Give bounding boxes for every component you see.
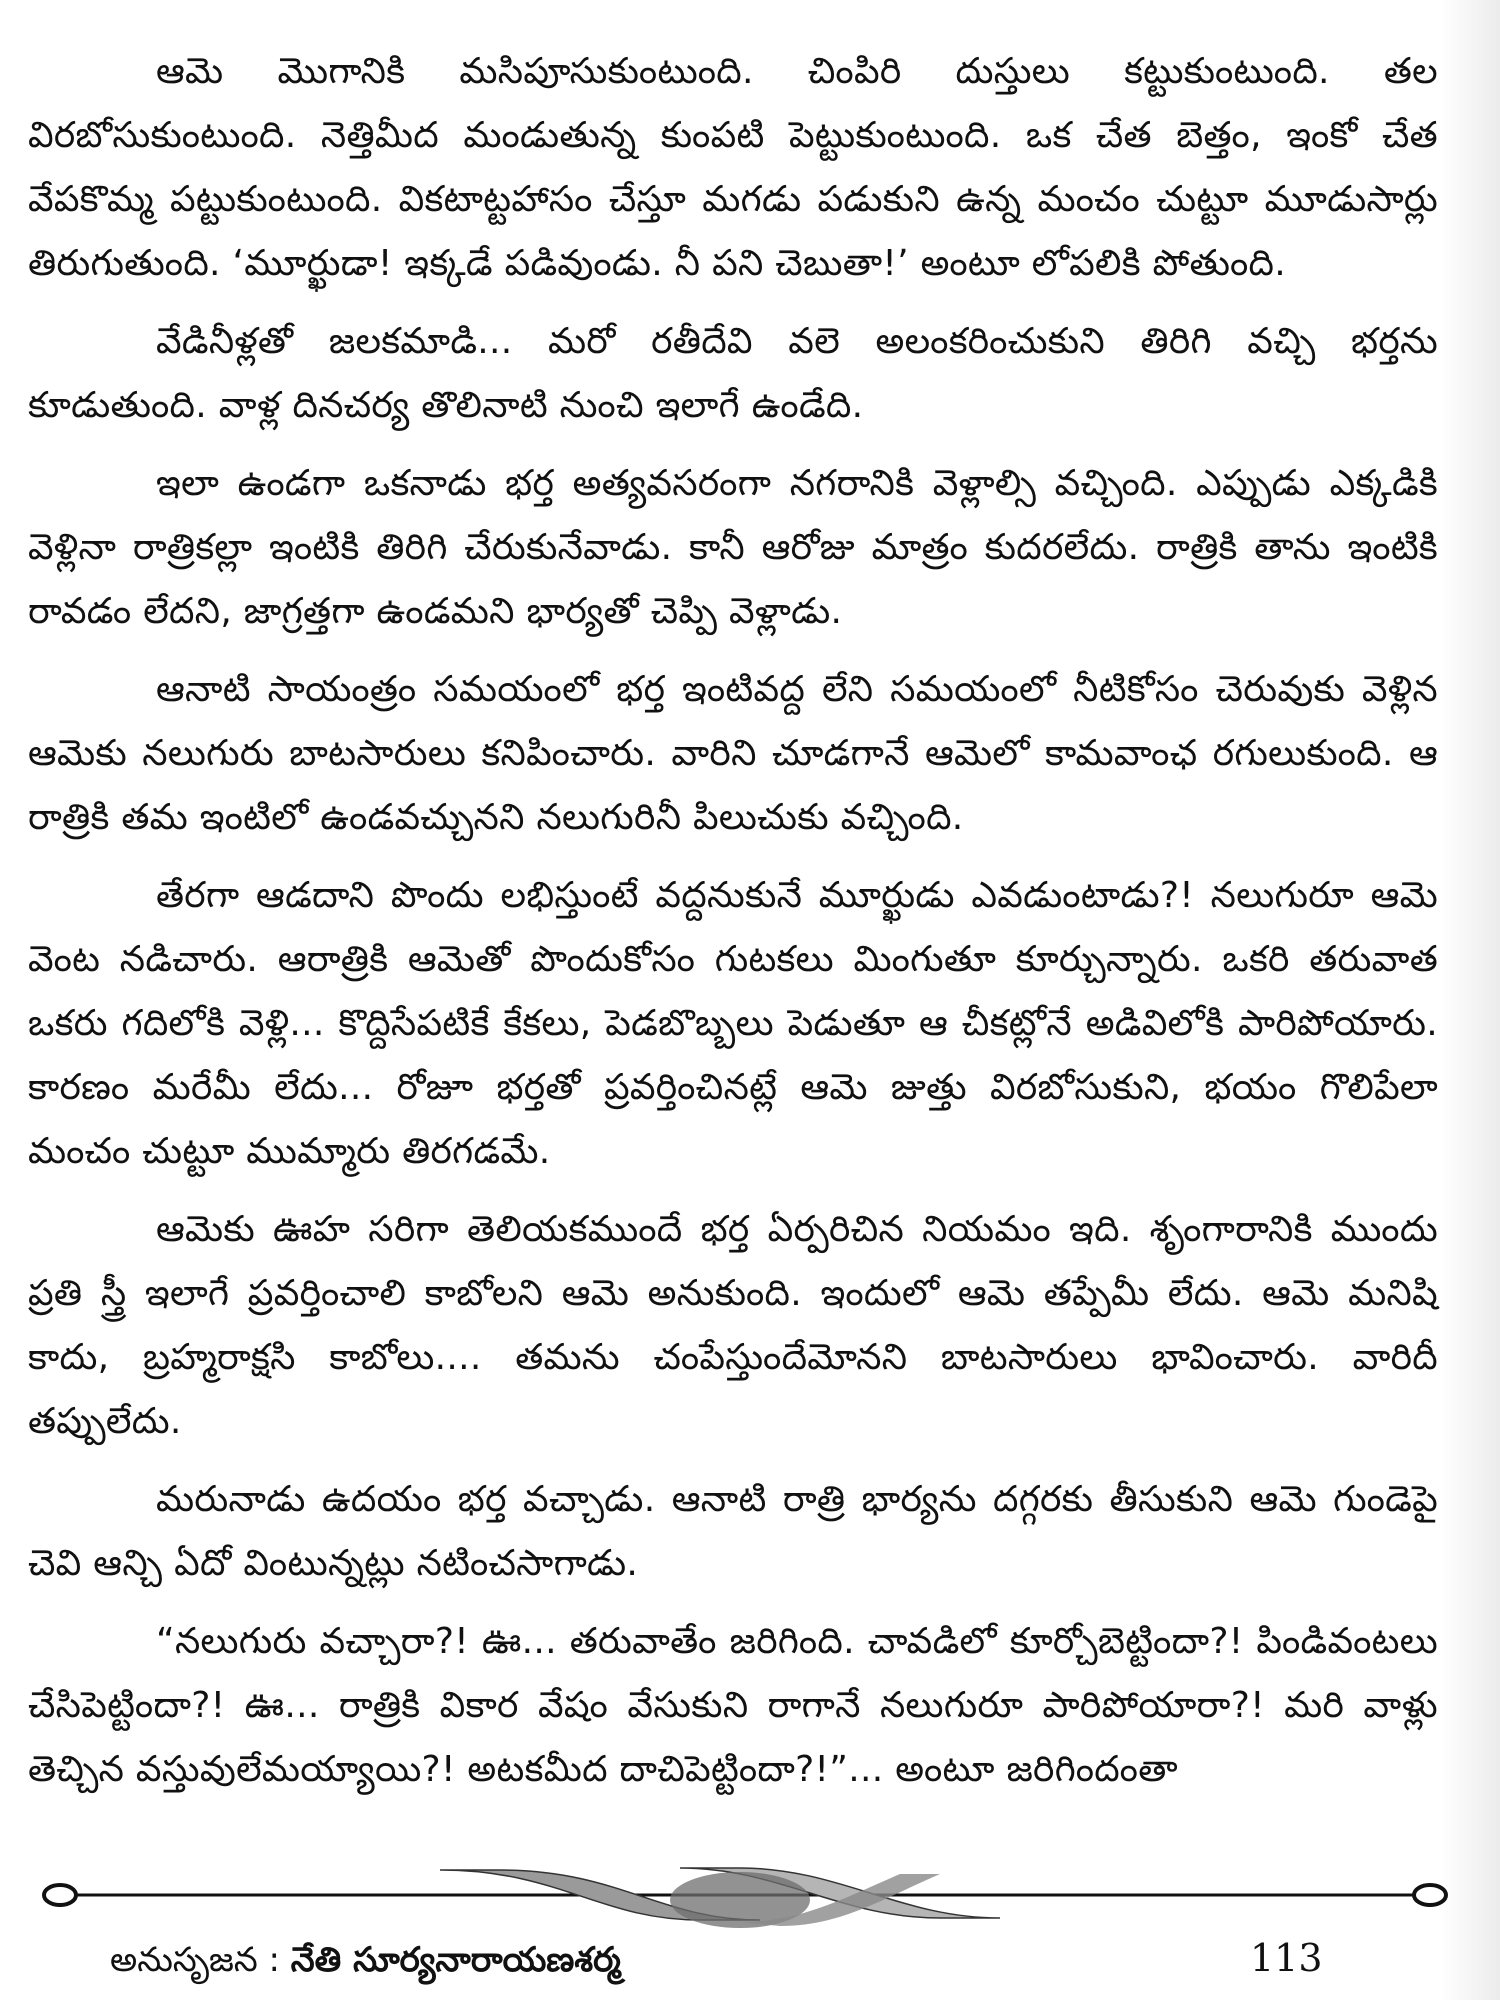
paragraph: ఇలా ఉండగా ఒకనాడు భర్త అత్యవసరంగా నగరానికి వెళ్లాల్సి వచ్చింది. ఎప్పుడు ఎక్కడికి వెళ్లినా రాత్రికల్లా ఇంటికి తిరిగి చేరుకునేవాడు. కానీ ఆరోజు మాత్రం కుదరలేదు. రాత్రికి తాను ఇంటికి రావడం లేదని, జాగ్రత్తగా ఉండమని భార్యతో చెప్పి వెళ్లాడు. <box>28 463 1438 632</box>
author-credit <box>110 1938 621 1982</box>
paragraph: ఆమెకు ఊహ సరిగా తెలియకముందే భర్త ఏర్పరిచిన నియమం ఇది. శృంగారానికి ముందు ప్రతి స్త్రీ ఇలాగే ప్రవర్తించాలి కాబోలని ఆమె అనుకుంది. ఇందులో ఆమె తప్పేమీ లేదు. ఆమె మనిషి కాదు, బ్రహ్మరాక్షసి కాబోలు.... తమను చంపేస్తుందేమోనని బాటసారులు భావించారు. వారిదీ తప్పులేదు. <box>28 1209 1438 1442</box>
page-footer <box>0 1860 1500 2000</box>
page-number: 113 <box>1250 1936 1323 1980</box>
page-gutter-shadow <box>1440 0 1500 2000</box>
paragraph: వేడినీళ్లతో జలకమాడి... మరో రతీదేవి వలె అలంకరించుకుని తిరిగి వచ్చి భర్తను కూడుతుంది. వాళ్ల దినచర్య తొలినాటి నుంచి ఇలాగే ఉండేది. <box>28 321 1438 426</box>
paragraph: “నలుగురు వచ్చారా?! ఊ... తరువాతేం జరిగింది. చావడిలో కూర్చోబెట్టిందా?! పిండివంటలు చేసిపెట్టిందా?! ఊ... రాత్రికి వికార వేషం వేసుకుని రాగానే నలుగురూ పారిపోయారా?! మరి వాళ్లు తెచ్చిన వస్తువులేమయ్యాయి?! అటకమీద దాచిపెట్టిందా?!”... అంటూ జరిగిందంతా <box>28 1621 1438 1790</box>
footer-ornament-divider <box>40 1860 1450 1930</box>
credit-label: అనుసృజన : <box>110 1940 291 1980</box>
paragraph: మరునాడు ఉదయం భర్త వచ్చాడు. ఆనాటి రాత్రి భార్యను దగ్గరకు తీసుకుని ఆమె గుండెపై చెవి ఆన్చి ఏదో వింటున్నట్లు నటించసాగాడు. <box>28 1479 1438 1584</box>
credit-name: నేతి సూర్యనారాయణశర్మ <box>290 1940 621 1980</box>
body-text <box>28 40 1438 1816</box>
paragraph: తేరగా ఆడదాని పొందు లభిస్తుంటే వద్దనుకునే మూర్ఖుడు ఎవడుంటాడు?! నలుగురూ ఆమె వెంట నడిచారు. ఆరాత్రికి ఆమెతో పొందుకోసం గుటకలు మింగుతూ కూర్చున్నారు. ఒకరి తరువాత ఒకరు గదిలోకి వెళ్లి... కొద్దిసేపటికే కేకలు, పెడబొబ్బలు పెడుతూ ఆ చీకట్లోనే అడివిలోకి పారిపోయారు. కారణం మరేమీ లేదు... రోజూ భర్తతో ప్రవర్తించినట్లే ఆమె జుత్తు విరబోసుకుని, భయం గొలిపేలా మంచం చుట్టూ ముమ్మారు తిరగడమే. <box>28 875 1438 1172</box>
paragraph: ఆమె మొగానికి మసిపూసుకుంటుంది. చింపిరి దుస్తులు కట్టుకుంటుంది. తల విరబోసుకుంటుంది. నెత్తిమీద మండుతున్న కుంపటి పెట్టుకుంటుంది. ఒక చేత బెత్తం, ఇంకో చేత వేపకొమ్మ పట్టుకుంటుంది. వికటాట్టహాసం చేస్తూ మగడు పడుకుని ఉన్న మంచం చుట్టూ మూడుసార్లు తిరుగుతుంది. ‘మూర్ఖుడా! ఇక్కడే పడివుండు. నీ పని చెబుతా!’ అంటూ లోపలికి పోతుంది. <box>28 51 1438 284</box>
paragraph: ఆనాటి సాయంత్రం సమయంలో భర్త ఇంటివద్ద లేని సమయంలో నీటికోసం చెరువుకు వెళ్లిన ఆమెకు నలుగురు బాటసారులు కనిపించారు. వారిని చూడగానే ఆమెలో కామవాంఛ రగులుకుంది. ఆ రాత్రికి తమ ఇంటిలో ఉండవచ్చునని నలుగురినీ పిలుచుకు వచ్చింది. <box>28 669 1438 838</box>
